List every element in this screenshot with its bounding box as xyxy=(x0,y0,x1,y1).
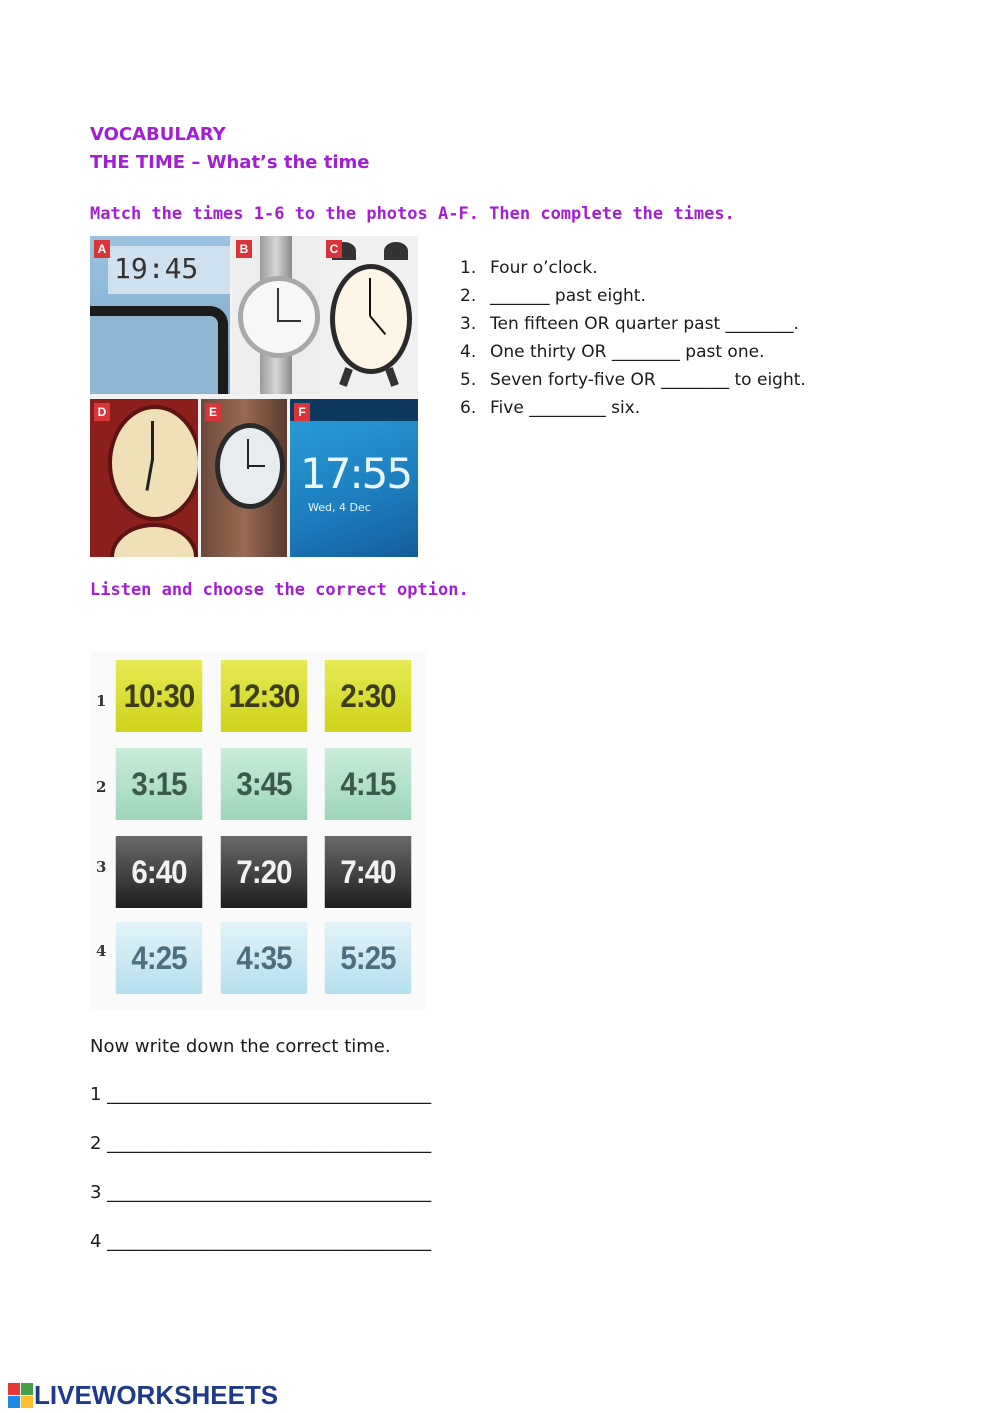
list-item-text: Four o’clock. xyxy=(490,258,598,278)
list-item-text: Seven forty-five OR ________ to eight. xyxy=(490,370,806,390)
list-item: 1. Four o’clock. xyxy=(460,258,598,278)
time-option[interactable]: 4:25 xyxy=(116,922,202,994)
photo-d xyxy=(90,399,198,557)
photo-f-date: Wed, 4 Dec xyxy=(308,501,371,514)
list-item-text: Five _________ six. xyxy=(490,398,641,418)
photo-a-time: 19:45 xyxy=(114,252,199,285)
exercise2-instruction: Listen and choose the correct option. xyxy=(90,580,469,600)
list-item: 2. _______ past eight. xyxy=(460,286,646,306)
time-option[interactable]: 7:20 xyxy=(221,836,307,908)
list-item: 4. One thirty OR ________ past one. xyxy=(460,342,765,362)
photo-collage xyxy=(90,236,418,557)
time-option[interactable]: 10:30 xyxy=(116,660,202,732)
photo-e-label: E xyxy=(205,403,221,421)
answer-line-2[interactable]: 2 ____________________________________ xyxy=(90,1133,432,1154)
page-subtitle: THE TIME – What’s the time xyxy=(90,152,370,173)
time-options-grid xyxy=(90,652,426,1010)
logo-text: LIVEWORKSHEETS xyxy=(34,1380,279,1410)
time-option[interactable]: 4:35 xyxy=(221,922,307,994)
row-number: 1 xyxy=(96,692,107,710)
photo-c xyxy=(322,236,418,394)
list-item: 3. Ten fifteen OR quarter past ________. xyxy=(460,314,799,334)
answer-line-1[interactable]: 1 ____________________________________ xyxy=(90,1084,432,1105)
photo-d-label: D xyxy=(94,403,110,421)
photo-b xyxy=(232,236,320,394)
logo-mark-icon xyxy=(8,1383,34,1409)
photo-b-label: B xyxy=(236,240,252,258)
time-option[interactable]: 12:30 xyxy=(221,660,307,732)
time-option[interactable]: 3:45 xyxy=(221,748,307,820)
answer-line-4[interactable]: 4 ____________________________________ xyxy=(90,1231,432,1252)
row-number: 3 xyxy=(96,858,107,876)
row-number: 2 xyxy=(96,778,107,796)
answer-line-3[interactable]: 3 ____________________________________ xyxy=(90,1182,432,1203)
exercise3-instruction: Now write down the correct time. xyxy=(90,1036,391,1057)
page-title: VOCABULARY xyxy=(90,124,226,145)
photo-a xyxy=(90,236,230,394)
list-item-text: Ten fifteen OR quarter past ________. xyxy=(490,314,799,334)
photo-e xyxy=(201,399,287,557)
list-item: 6. Five _________ six. xyxy=(460,398,641,418)
list-item-text: _______ past eight. xyxy=(490,286,646,306)
photo-a-label: A xyxy=(94,240,110,258)
time-option[interactable]: 5:25 xyxy=(325,922,411,994)
time-option[interactable]: 2:30 xyxy=(325,660,411,732)
match-list xyxy=(460,254,806,422)
list-item: 5. Seven forty-five OR ________ to eight. xyxy=(460,370,806,390)
row-number: 4 xyxy=(96,942,107,960)
time-option[interactable]: 6:40 xyxy=(116,836,202,908)
time-option[interactable]: 4:15 xyxy=(325,748,411,820)
photo-f-time: 17:55 xyxy=(300,449,412,498)
time-option[interactable]: 3:15 xyxy=(116,748,202,820)
photo-c-label: C xyxy=(326,240,342,258)
time-option[interactable]: 7:40 xyxy=(325,836,411,908)
photo-f xyxy=(290,399,418,557)
list-item-text: One thirty OR ________ past one. xyxy=(490,342,765,362)
liveworksheets-logo[interactable] xyxy=(8,1380,278,1411)
exercise1-instruction: Match the times 1-6 to the photos A-F. Then complete the times. xyxy=(90,204,735,224)
photo-f-label: F xyxy=(294,403,310,421)
